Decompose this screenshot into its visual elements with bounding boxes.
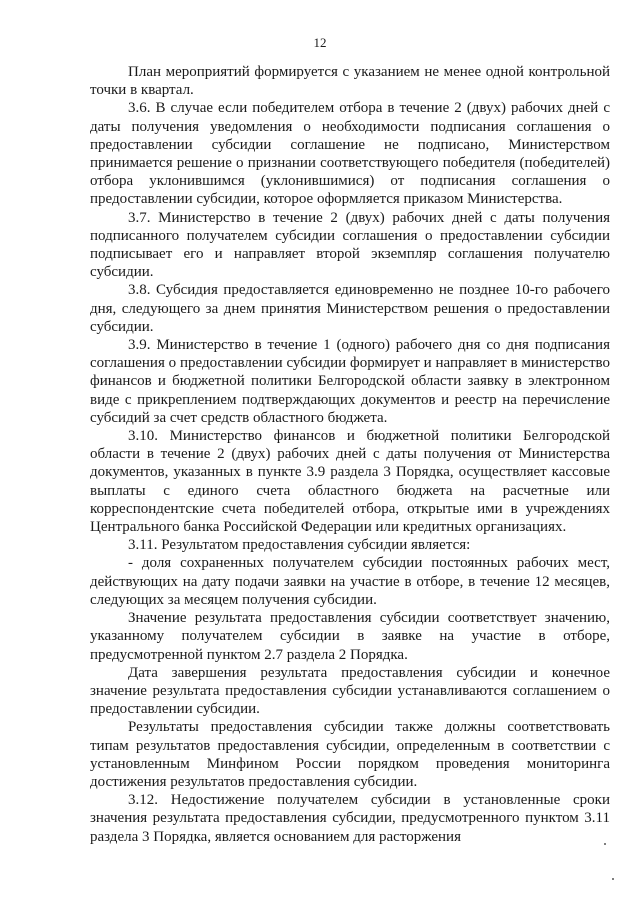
paragraph-3-12: 3.12. Недостижение получателем субсидии в установленные сроки значения результата предоставления субсидии, предусмотренного пунктом 3.11 раздела 3 Порядка, является основанием для расторжения [90, 792, 610, 845]
page-number: 12 [313, 35, 327, 50]
paragraph-plan: План мероприятий формируется с указанием не менее одной контрольной точки в квартал. [90, 64, 610, 99]
paragraph-3-11: 3.11. Результатом предоставления субсидии является: [128, 537, 471, 554]
paragraph-3-10: 3.10. Министерство финансов и бюджетной политики Белгородской области в течение 2 (двух) рабочих дней с даты получения от Министерства документов, указанных в пункте 3.9 раздела 3 Порядка, осуществляет кассовые выплаты с единого счета областного бюджета на расчетные или корреспондентские счета победителей отбора, открытые ими в учреждениях Центрального банка Российской Федерации или кредитных организациях. [90, 428, 610, 536]
paragraph-3-8: 3.8. Субсидия предоставляется единовременно не позднее 10-го рабочего дня, следующего за днем принятия Министерством решения о предоставлении субсидии. [90, 282, 610, 335]
document-body [90, 63, 610, 846]
paragraph-3-6: 3.6. В случае если победителем отбора в течение 2 (двух) рабочих дней с даты получения уведомления о необходимости подписания соглашения о предоставлении субсидии соглашение не подписано, Министерством принимается решение о признании соответствующего победителя (победителей) отбора уклонившимся (уклонившимися) от подписания соглашения о предоставлении субсидии, которое оформляется приказом Министерства. [90, 100, 610, 208]
paragraph-3-9: 3.9. Министерство в течение 1 (одного) рабочего дня со дня подписания соглашения о предоставлении субсидии формирует и направляет в министерство финансов и бюджетной политики Белгородской области заявку в электронном виде с прикреплением подтверждающих документов и реестр на перечисление субсидий за счет средств областного бюджета. [90, 337, 610, 426]
paragraph-3-7: 3.7. Министерство в течение 2 (двух) рабочих дней с даты получения подписанного получателем субсидии соглашения о предоставлении субсидии подписывает его и направляет второй экземпляр соглашения получателю субсидии. [90, 209, 610, 281]
paragraph-result-types: Результаты предоставления субсидии также должны соответствовать типам результатов предоставления субсидии, определенным в соответствии с установленным Минфином России порядком проведения мониторинга достижения результатов предоставления субсидии. [90, 719, 610, 790]
paragraph-result-value: Значение результата предоставления субсидии соответствует значению, указанному получателем субсидии в заявке на участие в отборе, предусмотренной пунктом 2.7 раздела 2 Порядка. [90, 610, 610, 663]
scan-artifact [612, 878, 614, 880]
scan-artifact [604, 843, 606, 845]
paragraph-result-date: Дата завершения результата предоставления субсидии и конечное значение результата предоставления субсидии устанавливаются соглашением о предоставлении субсидии. [90, 664, 610, 718]
paragraph-3-11-item: - доля сохраненных получателем субсидии постоянных рабочих мест, действующих на дату подачи заявки на участие в отборе, в течение 12 месяцев, следующих за месяцем получения субсидии. [90, 555, 610, 608]
